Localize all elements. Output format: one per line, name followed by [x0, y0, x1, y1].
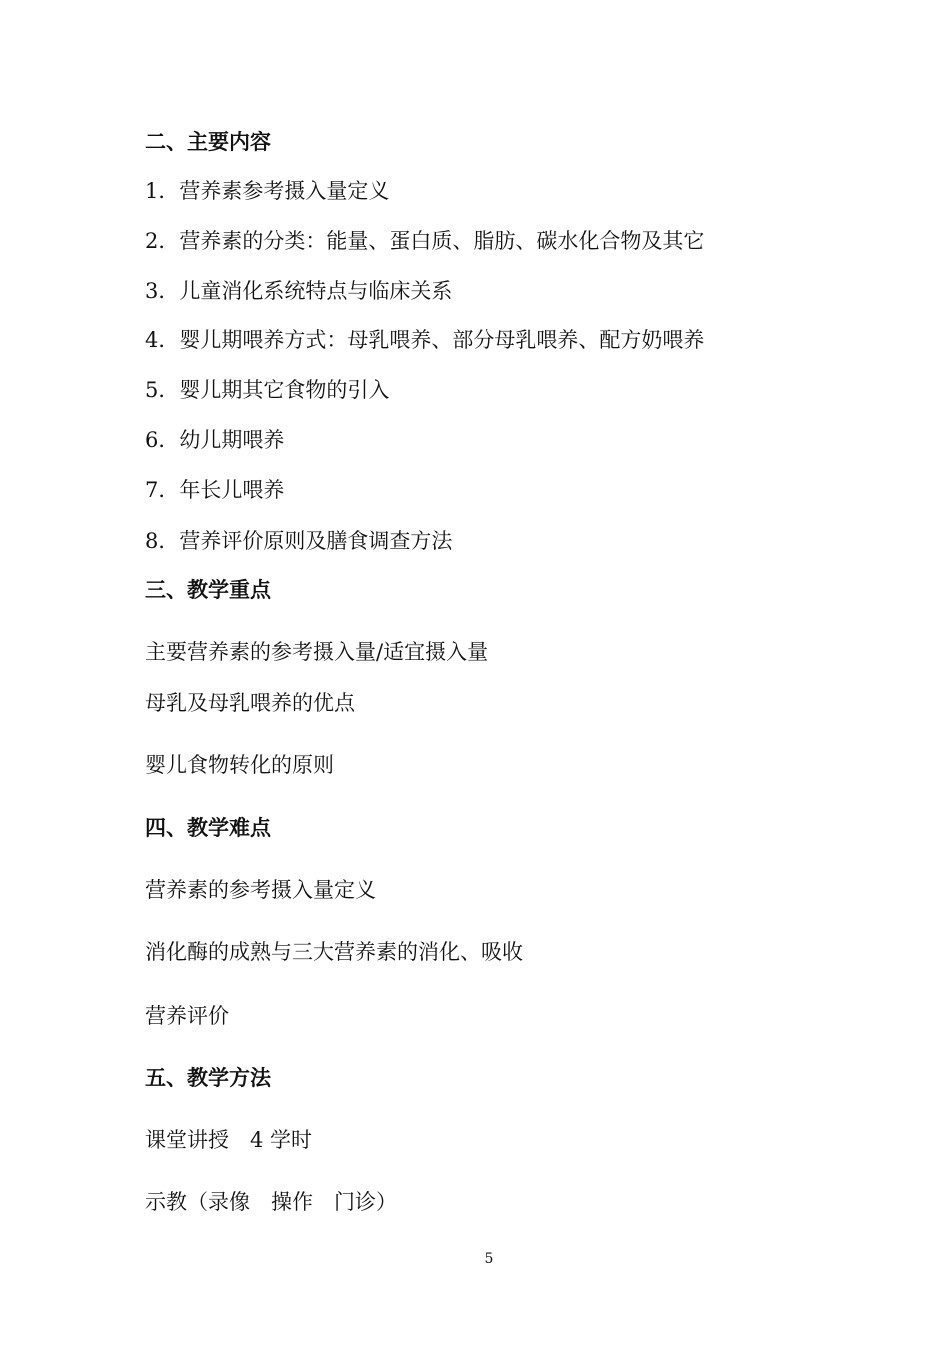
- content-item-7: 7．年长儿喂养: [145, 478, 285, 502]
- content-item-3: 3．儿童消化系统特点与临床关系: [145, 279, 453, 303]
- difficulty-3: 营养评价: [145, 1004, 229, 1028]
- content-item-8: 8．营养评价原则及膳食调查方法: [145, 529, 453, 553]
- method-2: 示教（录像 操作 门诊）: [145, 1190, 397, 1214]
- section-heading-main-content: 二、主要内容: [145, 129, 271, 154]
- key-point-3: 婴儿食物转化的原则: [145, 753, 334, 777]
- content-item-4: 4．婴儿期喂养方式：母乳喂养、部分母乳喂养、配方奶喂养: [145, 328, 705, 352]
- key-point-1: 主要营养素的参考摄入量/适宜摄入量: [145, 640, 489, 664]
- difficulty-1: 营养素的参考摄入量定义: [145, 878, 376, 902]
- section-heading-methods: 五、教学方法: [145, 1065, 271, 1090]
- section-heading-difficulties: 四、教学难点: [145, 815, 271, 840]
- key-point-2: 母乳及母乳喂养的优点: [145, 691, 355, 715]
- page-number: 5: [484, 1251, 494, 1267]
- method-1: 课堂讲授 4 学时: [145, 1128, 313, 1152]
- content-item-6: 6．幼儿期喂养: [145, 428, 285, 452]
- content-item-2: 2．营养素的分类：能量、蛋白质、脂肪、碳水化合物及其它: [145, 229, 705, 253]
- difficulty-2: 消化酶的成熟与三大营养素的消化、吸收: [145, 940, 523, 964]
- content-item-5: 5．婴儿期其它食物的引入: [145, 378, 390, 402]
- section-heading-key-points: 三、教学重点: [145, 577, 271, 602]
- content-item-1: 1．营养素参考摄入量定义: [145, 179, 390, 203]
